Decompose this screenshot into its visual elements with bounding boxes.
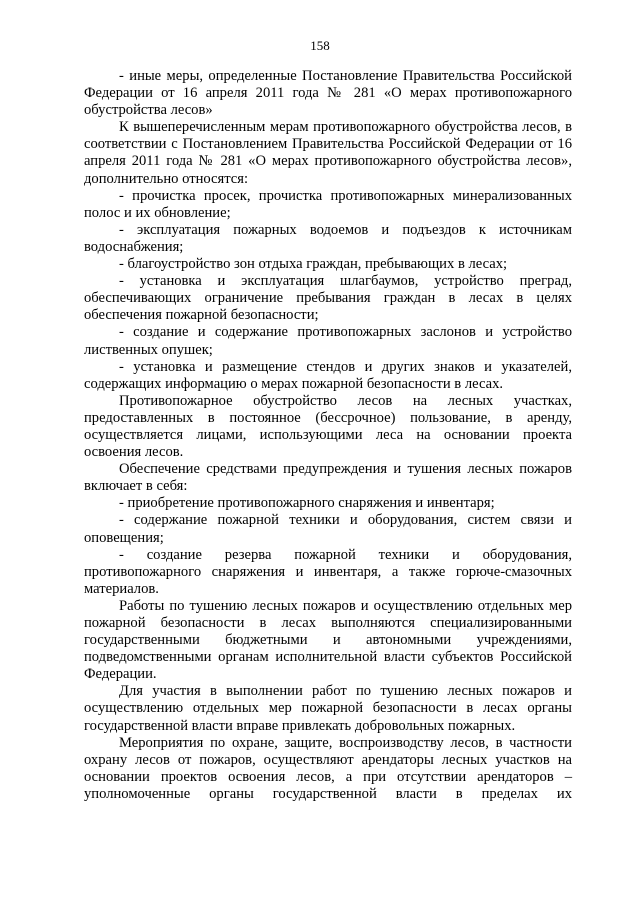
paragraph: - иные меры, определенные Постановление Правительства Российской Федерации от 16 апреля 2011 года № 281 «О мерах противопожарного обустройства лесов» bbox=[84, 68, 572, 119]
paragraph: - благоустройство зон отдыха граждан, пребывающих в лесах; bbox=[119, 256, 508, 273]
paragraph: Для участия в выполнении работ по тушению лесных пожаров и осуществлению отдельных мер пожарной безопасности в лесах органы государственной власти вправе привлекать добровольных пожарных. bbox=[84, 683, 572, 734]
paragraph: Противопожарное обустройство лесов на лесных участках, предоставленных в постоянное (бессрочное) пользование, в аренду, осуществляется лицами, использующими леса на основании проекта освоения лесов. bbox=[84, 392, 572, 461]
page-number: 158 bbox=[310, 38, 330, 53]
paragraph: - создание и содержание противопожарных заслонов и устройство лиственных опушек; bbox=[84, 324, 572, 358]
paragraph: - приобретение противопожарного снаряжения и инвентаря; bbox=[119, 495, 495, 512]
paragraph: - эксплуатация пожарных водоемов и подъездов к источникам водоснабжения; bbox=[84, 221, 572, 255]
paragraph: - содержание пожарной техники и оборудования, систем связи и оповещения; bbox=[84, 512, 572, 546]
paragraph: Мероприятия по охране, защите, воспроизводству лесов, в частности охрану лесов от пожаров, осуществляют арендаторы лесных участков на основании проектов освоения лесов, а при отсутствии арендаторов – уполномоченные органы государственной власти в пределах их bbox=[84, 734, 572, 802]
paragraph: - установка и размещение стендов и других знаков и указателей, содержащих информацию о мерах пожарной безопасности в лесах. bbox=[84, 358, 572, 392]
body-text bbox=[84, 68, 572, 803]
paragraph: К вышеперечисленным мерам противопожарного обустройства лесов, в соответствии с Постановлением Правительства Российской Федерации от 16 апреля 2011 года № 281 «О мерах противопожарного обустройства лесов», дополнительно относятся: bbox=[84, 119, 572, 187]
paragraph: Работы по тушению лесных пожаров и осуществлению отдельных мер пожарной безопасности в лесах выполняются специализированными государственными бюджетными и автономными учреждениями, подведомственными органам исполнительной власти субъектов Российской Федерации. bbox=[84, 597, 572, 683]
paragraph: - установка и эксплуатация шлагбаумов, устройство преград, обеспечивающих ограничение пребывания граждан в лесах в целях обеспечения пожарной безопасности; bbox=[84, 273, 572, 324]
paragraph: - прочистка просек, прочистка противопожарных минерализованных полос и их обновление; bbox=[84, 187, 572, 221]
paragraph: Обеспечение средствами предупреждения и тушения лесных пожаров включает в себя: bbox=[84, 461, 572, 495]
paragraph: - создание резерва пожарной техники и оборудования, противопожарного снаряжения и инвентаря, а также горюче-смазочных материалов. bbox=[84, 546, 572, 597]
